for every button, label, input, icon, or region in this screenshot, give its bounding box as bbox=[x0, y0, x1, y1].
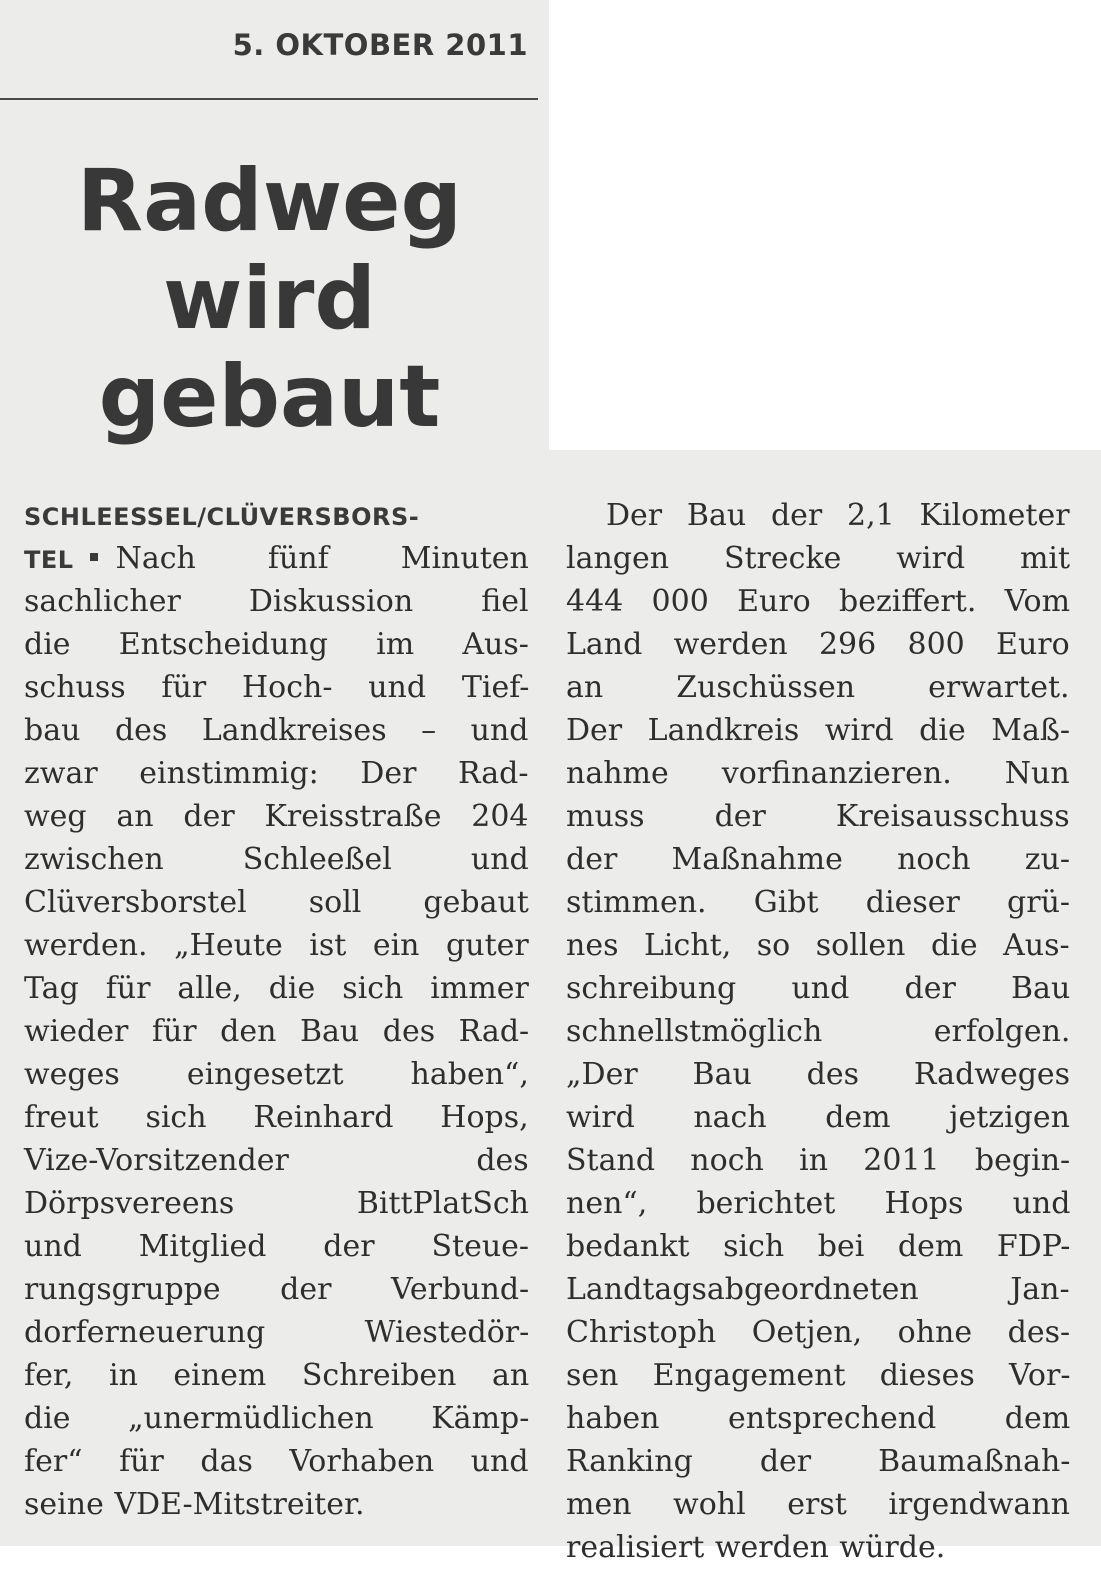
text-line: realisiert werden würde. bbox=[566, 1530, 946, 1565]
text-line: an Zuschüssen erwartet. bbox=[566, 670, 1070, 705]
text-line: wird nach dem jetzigen bbox=[566, 1100, 1070, 1135]
dateline-place: TEL bbox=[24, 546, 74, 574]
text-line: dorferneuerung Wiestedör- bbox=[24, 1315, 530, 1350]
text-line: der Maßnahme noch zu- bbox=[566, 842, 1071, 877]
text-line: weg an der Kreisstraße 204 bbox=[24, 799, 529, 834]
text-line: sachlicher Diskussion fiel bbox=[24, 584, 529, 619]
text-line: Landtagsabgeordneten Jan- bbox=[566, 1272, 1070, 1307]
headline-line: Radweg bbox=[76, 151, 463, 251]
text-line: Land werden 296 800 Euro bbox=[566, 627, 1070, 662]
text-line: bedankt sich bei dem FDP- bbox=[566, 1229, 1071, 1264]
text-line: fer, in einem Schreiben an bbox=[24, 1358, 530, 1393]
text-line: Christoph Oetjen, ohne des- bbox=[566, 1315, 1071, 1350]
text-line: bau des Landkreises – und bbox=[24, 713, 529, 748]
text-line: Der Landkreis wird die Maß- bbox=[566, 713, 1071, 748]
text-line: Vize-Vorsitzender des bbox=[24, 1143, 529, 1178]
text-line: zwischen Schleeßel und bbox=[24, 842, 529, 877]
text-line: schnellstmöglich erfolgen. bbox=[566, 1014, 1071, 1049]
text-line: „Der Bau des Radweges bbox=[566, 1057, 1071, 1092]
text-line: nahme vorfinanzieren. Nun bbox=[566, 756, 1070, 791]
article-column-right bbox=[566, 494, 1070, 1569]
text-line: schreibung und der Bau bbox=[566, 971, 1071, 1006]
header-rule bbox=[0, 98, 538, 100]
publication-date: 5. OKTOBER 2011 bbox=[232, 28, 528, 62]
text-line: rungsgruppe der Verbund- bbox=[24, 1272, 530, 1307]
text-line: die „unermüdlichen Kämp- bbox=[24, 1401, 530, 1436]
text-line: Ranking der Baumaßnah- bbox=[566, 1444, 1071, 1479]
text-line: schuss für Hoch- und Tief- bbox=[24, 670, 530, 705]
text-line: fer“ für das Vorhaben und bbox=[24, 1444, 529, 1479]
bullet-separator bbox=[90, 553, 98, 561]
text-line: haben entsprechend dem bbox=[566, 1401, 1071, 1436]
article-column-left bbox=[24, 494, 529, 1526]
text-line: nes Licht, so sollen die Aus- bbox=[566, 928, 1070, 963]
headline-line: wird bbox=[163, 249, 376, 349]
text-line: weges eingesetzt haben“, bbox=[24, 1057, 529, 1092]
text-line: Dörpsvereens BittPlatSch bbox=[24, 1186, 530, 1221]
text-line: Der Bau der 2,1 Kilometer bbox=[606, 498, 1070, 533]
text-line: men wohl erst irgendwann bbox=[566, 1487, 1070, 1522]
article-headline bbox=[0, 152, 549, 446]
text-line: seine VDE-Mitstreiter. bbox=[24, 1487, 365, 1522]
headline-line: gebaut bbox=[98, 347, 441, 447]
dateline-place: SCHLEESSEL/CLÜVERSBORS- bbox=[24, 503, 420, 531]
text-line bbox=[24, 537, 529, 580]
text-line-content: Nach fünf Minuten bbox=[115, 541, 529, 576]
text-line: werden. „Heute ist ein guter bbox=[24, 928, 529, 963]
text-line: stimmen. Gibt dieser grü- bbox=[566, 885, 1071, 920]
text-line: Tag für alle, die sich immer bbox=[24, 971, 529, 1006]
text-line: zwar einstimmig: Der Rad- bbox=[24, 756, 529, 791]
text-line: und Mitglied der Steue- bbox=[24, 1229, 530, 1264]
text-line bbox=[24, 494, 529, 537]
text-line: nen“, berichtet Hops und bbox=[566, 1186, 1071, 1221]
text-line: Stand noch in 2011 begin- bbox=[566, 1143, 1071, 1178]
text-line: Clüversborstel soll gebaut bbox=[24, 885, 529, 920]
text-line: sen Engagement dieses Vor- bbox=[566, 1358, 1071, 1393]
text-line: langen Strecke wird mit bbox=[566, 541, 1071, 576]
text-line: 444 000 Euro beziffert. Vom bbox=[566, 584, 1071, 619]
text-line: freut sich Reinhard Hops, bbox=[24, 1100, 529, 1135]
text-line: muss der Kreisausschuss bbox=[566, 799, 1070, 834]
text-line: wieder für den Bau des Rad- bbox=[24, 1014, 530, 1049]
text-line: die Entscheidung im Aus- bbox=[24, 627, 529, 662]
